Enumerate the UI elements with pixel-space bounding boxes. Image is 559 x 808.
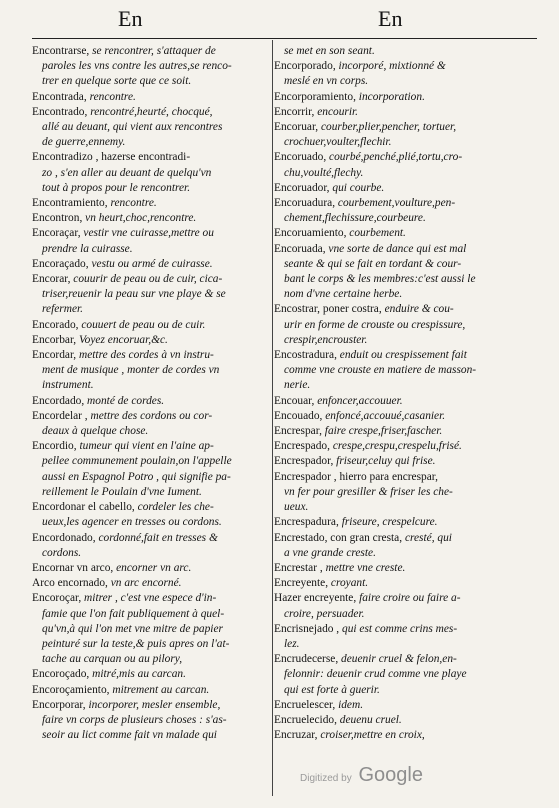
headword: Encordio, bbox=[32, 440, 80, 453]
definition: deuenu cruel. bbox=[339, 713, 402, 726]
headword: Arco encornado, bbox=[32, 577, 111, 590]
dictionary-line bbox=[32, 378, 270, 393]
dictionary-line bbox=[32, 120, 270, 135]
definition: refermer. bbox=[42, 303, 84, 316]
dictionary-line bbox=[274, 515, 538, 530]
definition: mettre des cordons ou cor- bbox=[90, 409, 213, 422]
dictionary-line bbox=[274, 576, 538, 591]
dictionary-line bbox=[274, 728, 538, 743]
definition: vn arc encorné. bbox=[110, 577, 182, 590]
definition: se rencontrer, s'attaquer de bbox=[92, 45, 216, 57]
headword: Encoroçado, bbox=[32, 668, 93, 681]
headword: Encostrar, poner costra, bbox=[274, 303, 385, 316]
definition: chement,flechissure,courbeure. bbox=[284, 212, 426, 225]
headword: Encoraçar, bbox=[32, 227, 84, 240]
headword: Encrestar , bbox=[274, 561, 326, 574]
dictionary-line bbox=[274, 698, 538, 713]
dictionary-line bbox=[274, 683, 538, 698]
dictionary-line bbox=[274, 226, 538, 241]
headword: Encorporado, bbox=[274, 60, 339, 73]
headword: Encontrada, bbox=[32, 90, 90, 103]
headword: Encorporar, bbox=[32, 698, 89, 711]
dictionary-line bbox=[32, 424, 270, 439]
dictionary-line bbox=[274, 409, 538, 424]
definition: enduire & cou- bbox=[384, 303, 454, 316]
dictionary-line bbox=[32, 211, 270, 226]
dictionary-line bbox=[32, 454, 270, 469]
definition: crespir,encrouster. bbox=[284, 333, 368, 346]
headword: Encoruador, bbox=[274, 181, 333, 194]
headword: Encoruado, bbox=[274, 151, 330, 164]
definition: incorporer, mesler ensemble, bbox=[88, 698, 221, 711]
headword: Encrespador , hierro para encrespar, bbox=[274, 470, 438, 483]
definition: couuert de peau ou de cuir. bbox=[81, 318, 206, 331]
definition: crespe,crespu,crespelu,frisé. bbox=[332, 440, 462, 453]
headword: Encontrarse, bbox=[32, 45, 93, 57]
definition: qui est comme crins mes- bbox=[342, 622, 458, 635]
dictionary-line bbox=[32, 105, 270, 120]
headword: Encoraçado, bbox=[32, 257, 92, 270]
dictionary-line bbox=[274, 394, 538, 409]
definition: allé au deuant, qui vient aux rencontres bbox=[42, 121, 223, 134]
definition: deuenir cruel & felon,en- bbox=[341, 653, 457, 666]
definition: vestu ou armé de cuirasse. bbox=[91, 257, 213, 270]
headword: Encrespador, bbox=[274, 455, 337, 468]
dictionary-line bbox=[274, 166, 538, 181]
dictionary-line bbox=[274, 470, 538, 485]
headword: Encrudecerse, bbox=[274, 653, 342, 666]
definition: cresté, qui bbox=[404, 531, 452, 544]
definition: vestir vne cuirasse,mettre ou bbox=[83, 227, 214, 240]
dictionary-line bbox=[32, 713, 270, 728]
headword: Encruelecido, bbox=[274, 713, 340, 726]
definition: rencontré,heurté, chocqué, bbox=[90, 105, 213, 118]
dictionary-line bbox=[274, 272, 538, 287]
definition: tout à propos pour le rencontrer. bbox=[42, 181, 191, 194]
dictionary-line bbox=[274, 211, 538, 226]
headword: Encontron, bbox=[32, 212, 86, 225]
dictionary-line bbox=[274, 90, 538, 105]
dictionary-line bbox=[32, 394, 270, 409]
headword: Encorrir, bbox=[274, 105, 318, 118]
definition: encorner vn arc. bbox=[116, 561, 192, 574]
definition: mettre vne creste. bbox=[325, 561, 406, 574]
definition: peinturé sur la teste,& puis apres on l'at- bbox=[42, 637, 230, 650]
definition: cordeler les che- bbox=[137, 501, 214, 514]
definition: nerie. bbox=[284, 379, 311, 392]
definition: seoir au lict comme fait vn malade qui bbox=[42, 729, 217, 742]
headword: Encruzar, bbox=[274, 729, 321, 742]
definition: rencontre. bbox=[89, 90, 136, 103]
definition: se met en son seant. bbox=[284, 45, 375, 57]
definition: aussi en Espagnol Potro , qui signifie pa- bbox=[42, 470, 231, 483]
definition: rencontre. bbox=[110, 197, 157, 210]
dictionary-line bbox=[274, 181, 538, 196]
definition: Voyez encoruar,&c. bbox=[78, 333, 168, 346]
dictionary-line bbox=[32, 333, 270, 348]
definition: deaux à quelque chose. bbox=[42, 425, 149, 438]
headword: Encrespar, bbox=[274, 425, 325, 438]
headword: Encrespado, bbox=[274, 440, 333, 453]
headword: Encoruada, bbox=[274, 242, 329, 255]
definition: ueux. bbox=[284, 501, 309, 514]
dictionary-line bbox=[274, 439, 538, 454]
definition: enfoncer,accouuer. bbox=[317, 394, 403, 407]
dictionary-line bbox=[32, 196, 270, 211]
dictionary-line bbox=[274, 302, 538, 317]
definition: meslé en vn corps. bbox=[284, 75, 369, 88]
right-column bbox=[274, 44, 538, 743]
dictionary-line bbox=[274, 242, 538, 257]
definition: faire vn corps de plusieurs choses : s'as- bbox=[42, 713, 227, 726]
running-head-right: En bbox=[378, 6, 403, 31]
definition: faire crespe,friser,fascher. bbox=[324, 425, 443, 438]
headword: Encordonado, bbox=[32, 531, 99, 544]
dictionary-line bbox=[274, 74, 538, 89]
headword: Encouado, bbox=[274, 409, 326, 422]
dictionary-line bbox=[32, 287, 270, 302]
dictionary-line bbox=[274, 607, 538, 622]
definition: tumeur qui vient en l'aine ap- bbox=[79, 440, 214, 453]
dictionary-line bbox=[274, 546, 538, 561]
dictionary-line bbox=[32, 242, 270, 257]
dictionary-line bbox=[32, 591, 270, 606]
headword: Encordonar el cabello, bbox=[32, 501, 138, 514]
definition: incorporé, mixtionné & bbox=[338, 60, 446, 73]
headword: Encoroçamiento, bbox=[32, 683, 113, 696]
dictionary-line bbox=[274, 637, 538, 652]
headword: Encoruar, bbox=[274, 121, 321, 134]
definition: paroles les vns contre les autres,se renco- bbox=[42, 60, 232, 73]
dictionary-line bbox=[32, 181, 270, 196]
definition: a vne grande creste. bbox=[284, 546, 376, 559]
dictionary-line bbox=[274, 348, 538, 363]
definition: instrument. bbox=[42, 379, 94, 392]
dictionary-line bbox=[274, 561, 538, 576]
definition: mitré,mis au carcan. bbox=[92, 668, 186, 681]
dictionary-line bbox=[274, 713, 538, 728]
definition: incorporation. bbox=[358, 90, 425, 103]
dictionary-line bbox=[32, 561, 270, 576]
dictionary-line bbox=[32, 74, 270, 89]
headword: Encoruamiento, bbox=[274, 227, 350, 240]
dictionary-line bbox=[32, 409, 270, 424]
watermark-brand: Google bbox=[358, 764, 423, 786]
definition: courbement,voulture,pen- bbox=[337, 197, 456, 210]
definition: lez. bbox=[284, 637, 300, 650]
dictionary-line bbox=[32, 683, 270, 698]
definition: tache au carquan ou au pilory, bbox=[42, 653, 183, 666]
headword: Encorbar, bbox=[32, 333, 79, 346]
definition: qui courbe. bbox=[332, 181, 385, 194]
headword: Encordar, bbox=[32, 349, 79, 362]
dictionary-line bbox=[274, 287, 538, 302]
definition: felonnir: deuenir crud comme vne playe bbox=[284, 668, 467, 681]
headword: Encornar vn arco, bbox=[32, 561, 117, 574]
dictionary-line bbox=[32, 576, 270, 591]
dictionary-line bbox=[32, 150, 270, 165]
definition: famie que l'on fait publiquement à quel- bbox=[42, 607, 225, 620]
dictionary-line bbox=[274, 500, 538, 515]
dictionary-line bbox=[274, 378, 538, 393]
dictionary-line bbox=[274, 150, 538, 165]
definition: ment de musique , monter de cordes vn bbox=[42, 364, 220, 377]
dictionary-line bbox=[32, 546, 270, 561]
definition: zo , s'en aller au deuant de quelqu'vn bbox=[42, 166, 212, 179]
dictionary-line bbox=[274, 591, 538, 606]
dictionary-line bbox=[274, 454, 538, 469]
definition: croyant. bbox=[330, 577, 369, 590]
dictionary-line bbox=[32, 302, 270, 317]
definition: urir en forme de crouste ou crespissure, bbox=[284, 318, 466, 331]
definition: chu,voulté,flechy. bbox=[284, 166, 364, 179]
definition: monté de cordes. bbox=[87, 394, 165, 407]
definition: vn heurt,choc,rencontre. bbox=[85, 212, 197, 225]
definition: mitrement au carcan. bbox=[112, 683, 210, 696]
definition: courber,plier,pencher, tortuer, bbox=[320, 121, 457, 134]
definition: ueux,les agencer en tresses ou cordons. bbox=[42, 516, 222, 529]
dictionary-line bbox=[274, 196, 538, 211]
definition: courbé,penché,plié,tortu,cro- bbox=[329, 151, 463, 164]
definition: prendre la cuirasse. bbox=[42, 242, 133, 255]
dictionary-line bbox=[274, 667, 538, 682]
dictionary-line bbox=[274, 257, 538, 272]
headword: Encordelar , bbox=[32, 409, 91, 422]
definition: cordons. bbox=[42, 546, 82, 559]
definition: enduit ou crespissement fait bbox=[339, 349, 467, 362]
dictionary-line bbox=[32, 272, 270, 287]
dictionary-line bbox=[32, 500, 270, 515]
definition: nom d'vne certaine herbe. bbox=[284, 288, 403, 301]
headword: Hazer encreyente, bbox=[274, 592, 360, 605]
dictionary-line bbox=[32, 470, 270, 485]
definition: mitrer , c'est vne espece d'in- bbox=[84, 592, 217, 605]
dictionary-line bbox=[274, 120, 538, 135]
header-rule bbox=[32, 38, 537, 39]
headword: Encorado, bbox=[32, 318, 82, 331]
definition: crochuer,voulter,flechir. bbox=[284, 136, 392, 149]
definition: reillement le Poulain d'vne Iument. bbox=[42, 485, 202, 498]
definition: faire croire ou faire a- bbox=[359, 592, 461, 605]
dictionary-line bbox=[32, 363, 270, 378]
dictionary-line bbox=[274, 105, 538, 120]
running-head-left: En bbox=[118, 6, 143, 31]
dictionary-line bbox=[32, 622, 270, 637]
definition: croiser,mettre en croix, bbox=[320, 729, 425, 742]
headword: Encorporamiento, bbox=[274, 90, 359, 103]
dictionary-line bbox=[32, 698, 270, 713]
dictionary-line bbox=[274, 333, 538, 348]
definition: trer en quelque sorte que ce soit. bbox=[42, 75, 192, 88]
definition: cordonné,fait en tresses & bbox=[98, 531, 218, 544]
dictionary-line bbox=[32, 166, 270, 181]
headword: Encordado, bbox=[32, 394, 88, 407]
dictionary-line bbox=[32, 59, 270, 74]
definition: triser,reuenir la peau sur vne playe & se bbox=[42, 288, 226, 301]
definition: qui est forte à guerir. bbox=[284, 683, 380, 696]
dictionary-line bbox=[32, 90, 270, 105]
headword: Encontramiento, bbox=[32, 197, 111, 210]
dictionary-line bbox=[274, 59, 538, 74]
dictionary-line bbox=[274, 531, 538, 546]
dictionary-line bbox=[32, 531, 270, 546]
dictionary-line bbox=[274, 363, 538, 378]
left-column bbox=[32, 44, 270, 743]
dictionary-line bbox=[32, 318, 270, 333]
definition: vne sorte de dance qui est mal bbox=[328, 242, 467, 255]
definition: enfoncé,accouué,casanier. bbox=[325, 409, 446, 422]
headword: Encrestado, con gran cresta, bbox=[274, 531, 405, 544]
headword: Encoruadura, bbox=[274, 197, 338, 210]
headword: Encorar, bbox=[32, 273, 74, 286]
definition: qu'vn,à qui l'on met vne mitre de papier bbox=[42, 622, 223, 635]
definition: comme vne crouste en matiere de masson- bbox=[284, 364, 477, 377]
dictionary-line bbox=[32, 135, 270, 150]
definition: friseure, crespelcure. bbox=[341, 516, 438, 529]
dictionary-line bbox=[274, 485, 538, 500]
definition: vn fer pour gresiller & friser les che- bbox=[284, 485, 453, 498]
dictionary-line bbox=[32, 607, 270, 622]
dictionary-line bbox=[32, 637, 270, 652]
dictionary-line bbox=[274, 135, 538, 150]
dictionary-line bbox=[32, 485, 270, 500]
dictionary-line bbox=[32, 44, 270, 59]
watermark-prefix: Digitized by bbox=[300, 773, 352, 784]
definition: encourir. bbox=[317, 105, 358, 118]
headword: Encontradizo , hazerse encontradi- bbox=[32, 151, 191, 164]
definition: friseur,celuy qui frise. bbox=[336, 455, 436, 468]
dictionary-line bbox=[32, 515, 270, 530]
definition: pellee communement poulain,on l'appelle bbox=[42, 455, 232, 468]
dictionary-line bbox=[32, 257, 270, 272]
definition: bant le corps & les membres:c'est aussi le bbox=[284, 273, 476, 286]
dictionary-line bbox=[32, 667, 270, 682]
definition: croire, persuader. bbox=[284, 607, 365, 620]
headword: Encostradura, bbox=[274, 349, 340, 362]
definition: de guerre,ennemy. bbox=[42, 136, 126, 149]
dictionary-line bbox=[32, 348, 270, 363]
headword: Encrespadura, bbox=[274, 516, 342, 529]
headword: Encouar, bbox=[274, 394, 318, 407]
digitization-watermark bbox=[300, 764, 423, 787]
definition: mettre des cordes à vn instru- bbox=[78, 349, 214, 362]
definition: seante & qui se fait en tordant & cour- bbox=[284, 257, 462, 270]
dictionary-line bbox=[274, 424, 538, 439]
dictionary-line bbox=[32, 226, 270, 241]
headword: Encontrado, bbox=[32, 105, 91, 118]
dictionary-line bbox=[32, 652, 270, 667]
column-divider bbox=[272, 40, 273, 796]
dictionary-line bbox=[274, 622, 538, 637]
definition: couurir de peau ou de cuir, cica- bbox=[73, 273, 223, 286]
headword: Encruelescer, bbox=[274, 698, 339, 711]
headword: Encreyente, bbox=[274, 577, 331, 590]
dictionary-line bbox=[274, 652, 538, 667]
definition: idem. bbox=[338, 698, 364, 711]
dictionary-line bbox=[32, 439, 270, 454]
dictionary-line bbox=[274, 318, 538, 333]
dictionary-line bbox=[274, 44, 538, 59]
headword: Encoroçar, bbox=[32, 592, 85, 605]
dictionary-line bbox=[32, 728, 270, 743]
headword: Encrisnejado , bbox=[274, 622, 343, 635]
definition: courbement. bbox=[349, 227, 406, 240]
